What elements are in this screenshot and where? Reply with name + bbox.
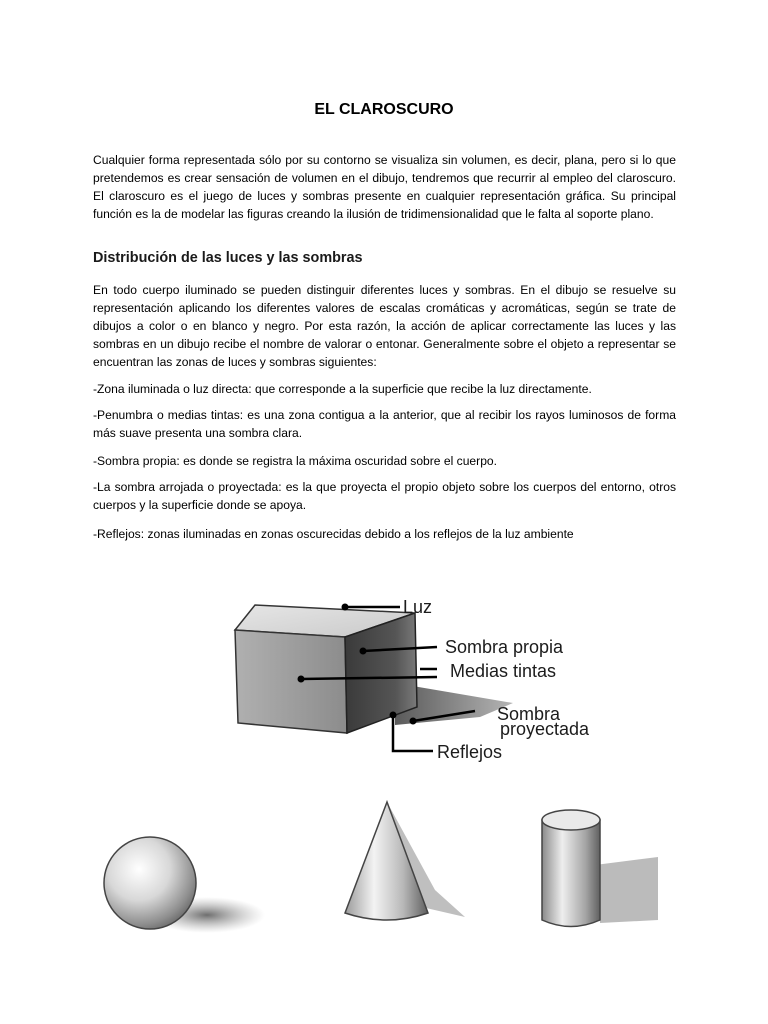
zone-item-reflections: -Reflejos: zonas iluminadas en zonas oscurecidas debido a los reflejos de la luz ambiente <box>93 527 574 541</box>
distribution-paragraph: En todo cuerpo iluminado se pueden distinguir diferentes luces y sombras. En el dibujo se resuelve su representación aplicando los diferentes valores de escalas cromáticas y acromáticas, según se trate de dibujos a color o en blanco y negro. Por esta razón, la acción de aplicar correctamente las luces y las sombras en un dibujo recibe el nombre de valorar o entonar. Generalmente sobre el objeto a representar se encuentran las zonas de luces y sombras siguientes: <box>93 283 676 369</box>
zone-item-direct-light: -Zona iluminada o luz directa: que corresponde a la superficie que recibe la luz directamente. <box>93 382 592 396</box>
label-reflejos: Reflejos <box>437 742 503 762</box>
cylinder-body <box>542 820 600 927</box>
cylinder-shadow <box>595 857 658 923</box>
zone-item-cast-shadow: -La sombra arrojada o proyectada: es la que proyecta el propio objeto sobre los cuerpos del entorno, otros cuerpos y la superficie donde se apoya. <box>93 480 676 512</box>
label-sombra-proyectada-1: Sombra <box>497 704 561 724</box>
cylinder-top <box>542 810 600 830</box>
illustration-svg <box>95 565 658 935</box>
zone-item-own-shadow: -Sombra propia: es donde se registra la máxima oscuridad sobre el cuerpo. <box>93 454 498 468</box>
label-sombra-proyectada-2: proyectada <box>500 719 590 739</box>
zone-item-penumbra: -Penumbra o medias tintas: es una zona contigua a la anterior, que al recibir los rayos luminosos de forma más suave presenta una sombra clara. <box>93 408 676 440</box>
label-luz: Luz <box>403 597 433 617</box>
sphere-shape <box>104 837 196 929</box>
cube-front-face <box>235 630 347 733</box>
intro-paragraph: Cualquier forma representada sólo por su contorno se visualiza sin volumen, es decir, plana, pero si lo que pretendemos es crear sensación de volumen en el dibujo, tendremos que recurrir al empleo del claroscuro. El claroscuro es el juego de luces y sombras presente en cualquier representación gráfica. Su principal función es la de modelar las figuras creando la ilusión de tridimensionalidad que le falta al soporte plano. <box>93 153 676 221</box>
cylinder-drawing <box>542 810 658 927</box>
label-medias-tintas: Medias tintas <box>450 661 557 681</box>
page-title: EL CLAROSCURO <box>314 100 454 118</box>
chiaroscuro-illustration <box>95 565 658 935</box>
cone-drawing <box>345 802 465 920</box>
section-heading: Distribución de las luces y las sombras <box>93 250 363 266</box>
sphere-drawing <box>104 837 265 933</box>
label-sombra-propia: Sombra propia <box>445 637 564 657</box>
